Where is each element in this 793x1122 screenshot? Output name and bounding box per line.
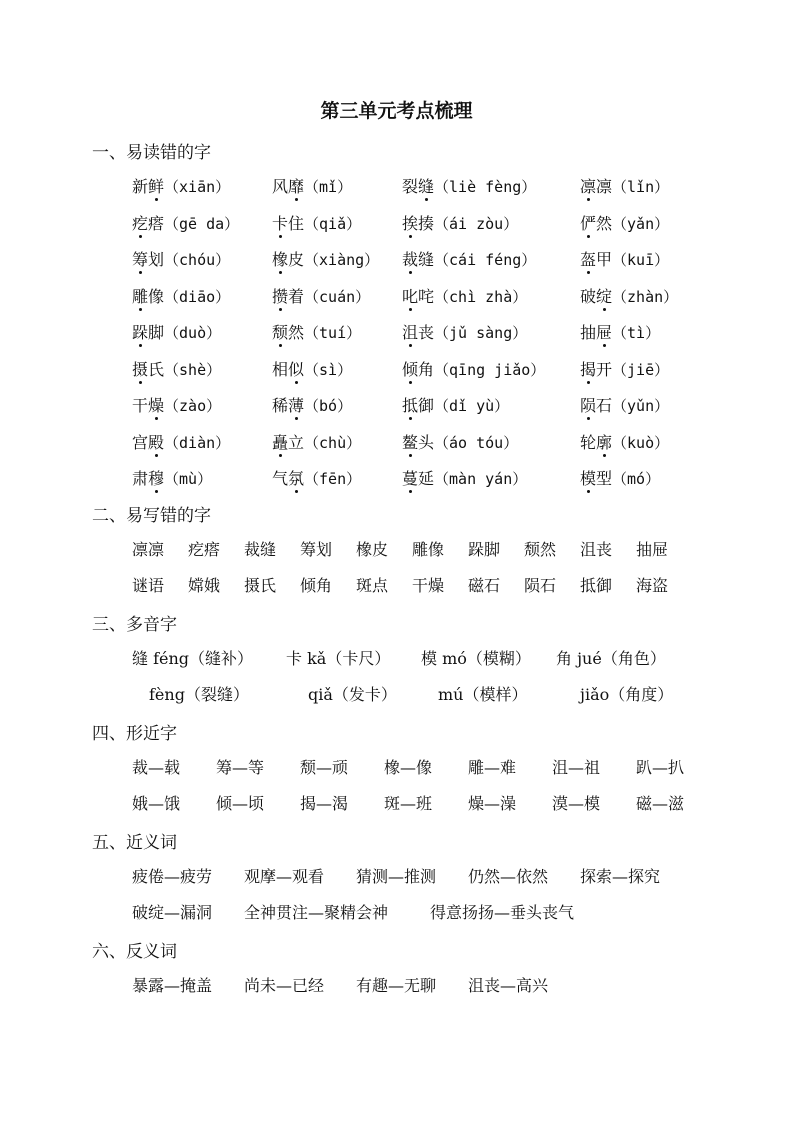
synonym-item: 破绽—漏洞 bbox=[132, 903, 213, 922]
pinyin: （mù） bbox=[164, 470, 213, 488]
plain-char: 稀 bbox=[272, 396, 289, 415]
dotted-char: 筹 bbox=[132, 247, 148, 270]
reading-item bbox=[402, 284, 527, 307]
reading-item bbox=[272, 466, 361, 489]
reading-item bbox=[132, 247, 230, 270]
writing-word: 疙瘩 bbox=[188, 540, 221, 559]
similar-pair: 倾—顷 bbox=[216, 794, 265, 813]
reading-item bbox=[272, 430, 361, 453]
reading-item bbox=[402, 430, 518, 453]
antonym-item: 沮丧—高兴 bbox=[468, 976, 549, 995]
polyphone-item: 缝 féng（缝补） bbox=[132, 649, 254, 668]
similar-pair: 橡—像 bbox=[384, 758, 433, 777]
pinyin: （áo tóu） bbox=[434, 433, 519, 452]
writing-word: 磁石 bbox=[468, 576, 501, 595]
dotted-char: 模 bbox=[580, 466, 596, 489]
section-4-heading: 四、形近字 bbox=[92, 724, 177, 744]
dotted-char: 橡 bbox=[272, 247, 288, 270]
dotted-char: 氛 bbox=[288, 466, 304, 489]
dotted-char: 薄 bbox=[288, 393, 304, 416]
plain-char: 立 bbox=[288, 432, 305, 452]
reading-item bbox=[272, 247, 379, 270]
pinyin: （kuī） bbox=[612, 251, 670, 269]
dotted-char: 屉 bbox=[596, 320, 612, 343]
reading-item bbox=[132, 320, 221, 343]
pinyin: （chì zhà） bbox=[434, 287, 528, 306]
reading-item bbox=[132, 393, 221, 416]
dotted-char: 凛 bbox=[580, 174, 596, 197]
pinyin: （lǐn） bbox=[612, 178, 670, 196]
plain-char: 氏 bbox=[148, 359, 165, 379]
pinyin: （xiàng） bbox=[304, 251, 380, 269]
reading-item bbox=[402, 357, 545, 380]
writing-word: 斑点 bbox=[356, 576, 389, 595]
reading-item bbox=[272, 284, 370, 307]
dotted-char: 蔓 bbox=[402, 466, 418, 489]
dotted-char: 跺 bbox=[132, 320, 148, 343]
synonym-item: 探索—探究 bbox=[580, 867, 661, 886]
pinyin: （chóu） bbox=[164, 251, 231, 269]
pinyin: （dǐ yù） bbox=[434, 397, 510, 415]
plain-char: 划 bbox=[148, 250, 165, 269]
dotted-char: 鲜 bbox=[148, 174, 164, 197]
reading-item bbox=[580, 430, 669, 453]
polyphone-item: 角 jué（角色） bbox=[556, 649, 666, 668]
similar-pair: 磁—滋 bbox=[636, 794, 685, 813]
dotted-char: 俨 bbox=[580, 211, 596, 234]
plain-char: 揍 bbox=[418, 213, 435, 233]
plain-char: 凛 bbox=[596, 177, 613, 196]
pinyin: （gē da） bbox=[164, 214, 240, 233]
plain-char: 裂 bbox=[402, 177, 419, 196]
pinyin: （mó） bbox=[612, 470, 661, 488]
similar-pair: 筹—等 bbox=[216, 758, 265, 777]
pinyin: （màn yán） bbox=[434, 470, 528, 488]
reading-item bbox=[402, 466, 527, 489]
pinyin: （shè） bbox=[164, 360, 222, 379]
pinyin: （zào） bbox=[164, 397, 222, 415]
section-3-heading: 三、多音字 bbox=[92, 615, 177, 635]
similar-pair: 斑—班 bbox=[384, 794, 433, 813]
pinyin: （mǐ） bbox=[304, 178, 353, 196]
synonym-item: 观摩—观看 bbox=[244, 867, 325, 886]
plain-char: 宫 bbox=[132, 432, 149, 452]
writing-word: 橡皮 bbox=[356, 540, 389, 559]
dotted-char: 攒 bbox=[272, 284, 288, 307]
dotted-char: 鳌 bbox=[402, 430, 418, 453]
reading-item bbox=[580, 320, 660, 343]
synonym-item: 猜测—推测 bbox=[356, 867, 437, 886]
writing-word: 筹划 bbox=[300, 540, 333, 559]
section-1-heading: 一、易读错的字 bbox=[92, 143, 211, 163]
plain-char: 型 bbox=[596, 469, 613, 488]
dotted-char: 颓 bbox=[272, 320, 288, 343]
reading-item bbox=[132, 357, 221, 380]
dotted-char: 雕 bbox=[132, 284, 148, 307]
pinyin: （xiān） bbox=[164, 178, 231, 196]
plain-char: 瘩 bbox=[148, 213, 165, 233]
pinyin: （liè fèng） bbox=[434, 178, 537, 196]
dotted-char: 穆 bbox=[148, 466, 164, 489]
similar-pair: 雕—难 bbox=[468, 758, 517, 777]
reading-item bbox=[402, 211, 518, 234]
plain-char: 像 bbox=[148, 286, 165, 306]
pinyin: （jǔ sàng） bbox=[434, 324, 528, 342]
reading-item bbox=[580, 211, 669, 234]
dotted-char: 殿 bbox=[148, 430, 164, 453]
plain-char: 相 bbox=[272, 359, 289, 379]
plain-char: 轮 bbox=[580, 432, 597, 452]
plain-char: 开 bbox=[596, 359, 613, 379]
synonym-item: 得意扬扬—垂头丧气 bbox=[430, 903, 575, 922]
pinyin: （zhàn） bbox=[612, 287, 679, 306]
plain-char: 干 bbox=[132, 396, 149, 415]
writing-word: 谜语 bbox=[132, 576, 165, 595]
reading-item bbox=[132, 430, 230, 453]
polyphone-item: 模 mó（模糊） bbox=[421, 649, 531, 668]
dotted-char: 沮 bbox=[402, 320, 418, 343]
section-2-heading: 二、易写错的字 bbox=[92, 506, 211, 526]
polyphone-item: jiǎo（角度） bbox=[580, 685, 674, 704]
reading-item bbox=[580, 284, 678, 307]
pinyin: （fēn） bbox=[304, 470, 362, 488]
writing-word: 陨石 bbox=[524, 576, 557, 595]
section-6-heading: 六、反义词 bbox=[92, 942, 177, 962]
plain-char: 肃 bbox=[132, 469, 149, 488]
plain-char: 新 bbox=[132, 177, 149, 196]
plain-char: 丧 bbox=[418, 323, 435, 342]
writing-word: 抵御 bbox=[580, 576, 613, 595]
reading-item bbox=[580, 466, 660, 489]
plain-char: 然 bbox=[596, 213, 613, 233]
polyphone-item: fèng（裂缝） bbox=[149, 685, 249, 704]
plain-char: 御 bbox=[418, 396, 435, 415]
reading-item bbox=[580, 174, 669, 197]
pinyin: （qiǎ） bbox=[304, 214, 362, 233]
similar-pair: 趴—扒 bbox=[636, 758, 685, 777]
pinyin: （chù） bbox=[304, 433, 362, 452]
pinyin: （ái zòu） bbox=[434, 214, 519, 233]
antonym-item: 暴露—掩盖 bbox=[132, 976, 213, 995]
dotted-char: 揭 bbox=[580, 357, 596, 380]
plain-char: 脚 bbox=[148, 323, 165, 342]
writing-word: 凛凛 bbox=[132, 540, 165, 559]
dotted-char: 疙 bbox=[132, 211, 148, 234]
similar-pair: 揭—渴 bbox=[300, 794, 349, 813]
polyphone-item: 卡 kǎ（卡尺） bbox=[286, 649, 391, 668]
reading-item bbox=[402, 393, 509, 416]
dotted-char: 似 bbox=[288, 357, 304, 380]
dotted-char: 矗 bbox=[272, 430, 288, 453]
reading-item bbox=[132, 174, 230, 197]
writing-word: 摄氏 bbox=[244, 576, 277, 595]
reading-item bbox=[402, 247, 536, 270]
plain-char: 头 bbox=[418, 432, 435, 452]
writing-word: 雕像 bbox=[412, 540, 445, 559]
pinyin: （tuí） bbox=[304, 324, 362, 342]
writing-word: 嫦娥 bbox=[188, 576, 221, 595]
reading-item bbox=[580, 357, 669, 380]
reading-item bbox=[580, 247, 669, 270]
dotted-char: 靡 bbox=[288, 174, 304, 197]
dotted-char: 抵 bbox=[402, 393, 418, 416]
reading-item bbox=[272, 320, 361, 343]
polyphone-item: mú（模样） bbox=[438, 685, 528, 704]
plain-char: 延 bbox=[418, 469, 435, 488]
reading-item bbox=[272, 393, 352, 416]
writing-word: 裁缝 bbox=[244, 540, 277, 559]
plain-char: 抽 bbox=[580, 323, 597, 342]
section-5-heading: 五、近义词 bbox=[92, 833, 177, 853]
writing-word: 颓然 bbox=[524, 540, 557, 559]
similar-pair: 娥—饿 bbox=[132, 794, 181, 813]
reading-item bbox=[272, 357, 352, 380]
antonym-item: 尚未—已经 bbox=[244, 976, 325, 995]
similar-pair: 颓—顽 bbox=[300, 758, 349, 777]
plain-char: 气 bbox=[272, 469, 289, 488]
page-title: 第三单元考点梳理 bbox=[320, 100, 473, 122]
plain-char: 破 bbox=[580, 286, 597, 306]
pinyin: （qīng jiǎo） bbox=[434, 360, 546, 379]
pinyin: （yǎn） bbox=[612, 214, 670, 233]
dotted-char: 摄 bbox=[132, 357, 148, 380]
plain-char: 缝 bbox=[418, 250, 435, 269]
dotted-char: 廓 bbox=[596, 430, 612, 453]
antonym-item: 有趣—无聊 bbox=[356, 976, 437, 995]
reading-item bbox=[402, 320, 527, 343]
plain-char: 风 bbox=[272, 177, 289, 196]
reading-item bbox=[132, 211, 239, 234]
plain-char: 角 bbox=[418, 359, 435, 379]
pinyin: （bó） bbox=[304, 397, 353, 415]
reading-item bbox=[580, 393, 669, 416]
pinyin: （sì） bbox=[304, 360, 353, 379]
similar-pair: 燥—澡 bbox=[468, 794, 517, 813]
polyphone-item: qiǎ（发卡） bbox=[308, 685, 397, 704]
plain-char: 石 bbox=[596, 396, 613, 415]
pinyin: （tì） bbox=[612, 324, 661, 342]
pinyin: （diàn） bbox=[164, 433, 231, 452]
pinyin: （cái féng） bbox=[434, 251, 537, 269]
writing-word: 沮丧 bbox=[580, 540, 613, 559]
reading-item bbox=[132, 466, 212, 489]
writing-word: 跺脚 bbox=[468, 540, 501, 559]
dotted-char: 倾 bbox=[402, 357, 418, 380]
synonym-item: 疲倦—疲劳 bbox=[132, 867, 213, 886]
pinyin: （kuò） bbox=[612, 433, 670, 452]
dotted-char: 缝 bbox=[418, 174, 434, 197]
reading-item bbox=[132, 284, 230, 307]
reading-item bbox=[272, 211, 361, 234]
pinyin: （cuán） bbox=[304, 287, 371, 306]
synonym-item: 仍然—依然 bbox=[468, 867, 549, 886]
writing-word: 干燥 bbox=[412, 576, 445, 595]
dotted-char: 挨 bbox=[402, 211, 418, 234]
dotted-char: 裁 bbox=[402, 247, 418, 270]
plain-char: 甲 bbox=[596, 250, 613, 269]
dotted-char: 叱 bbox=[402, 284, 418, 307]
dotted-char: 绽 bbox=[596, 284, 612, 307]
reading-item bbox=[272, 174, 352, 197]
dotted-char: 陨 bbox=[580, 393, 596, 416]
pinyin: （yǔn） bbox=[612, 397, 670, 415]
plain-char: 住 bbox=[288, 213, 305, 233]
plain-char: 皮 bbox=[288, 250, 305, 269]
writing-word: 倾角 bbox=[300, 576, 333, 595]
reading-item bbox=[402, 174, 536, 197]
dotted-char: 燥 bbox=[148, 393, 164, 416]
similar-pair: 沮—祖 bbox=[552, 758, 601, 777]
dotted-char: 卡 bbox=[272, 211, 288, 234]
plain-char: 咤 bbox=[418, 286, 435, 306]
writing-word: 海盗 bbox=[636, 576, 669, 595]
plain-char: 然 bbox=[288, 323, 305, 342]
dotted-char: 盔 bbox=[580, 247, 596, 270]
pinyin: （diāo） bbox=[164, 287, 231, 306]
synonym-item: 全神贯注—聚精会神 bbox=[244, 903, 389, 922]
similar-pair: 裁—载 bbox=[132, 758, 181, 777]
writing-word: 抽屉 bbox=[636, 540, 669, 559]
plain-char: 着 bbox=[288, 286, 305, 306]
similar-pair: 漠—模 bbox=[552, 794, 601, 813]
pinyin: （duò） bbox=[164, 324, 222, 342]
pinyin: （jiē） bbox=[612, 360, 670, 379]
